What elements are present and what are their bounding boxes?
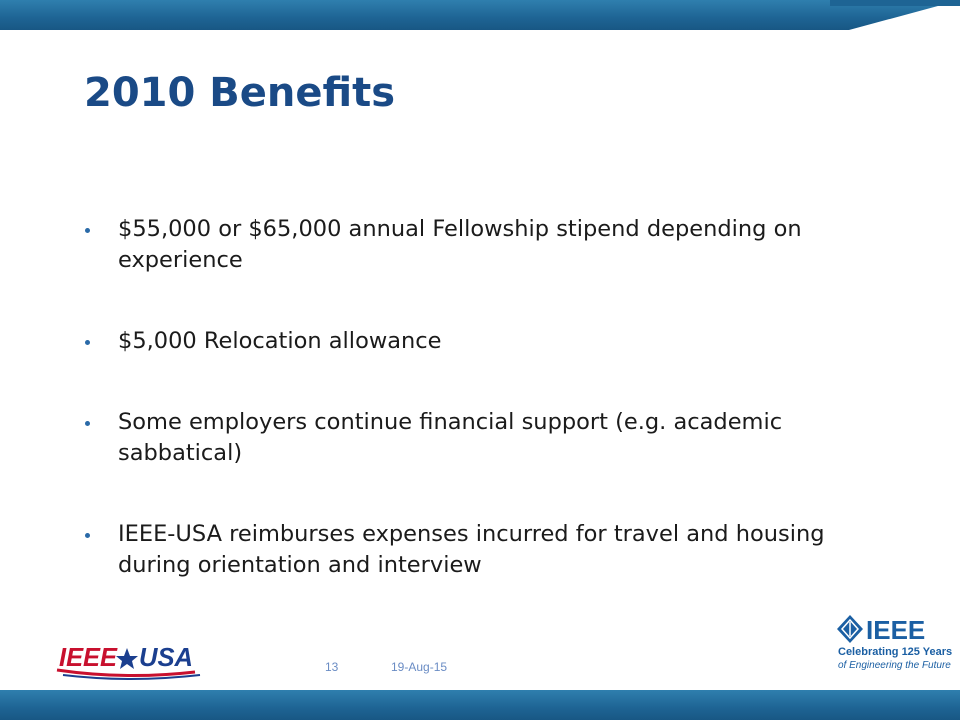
bullet-list (85, 214, 865, 581)
top-banner (0, 0, 960, 30)
ieee-wordmark: IEEE (866, 615, 926, 645)
bullet-item: Some employers continue financial support (e.g. academic sabbatical) (85, 407, 865, 469)
bullet-item: $5,000 Relocation allowance (85, 326, 865, 357)
slide-date: 19-Aug-15 (391, 660, 448, 674)
ieee-tagline-sub: of Engineering the Future (838, 660, 951, 671)
ieee-tagline: Celebrating 125 Years (838, 646, 953, 658)
svg-text:USA: USA (139, 642, 193, 672)
ieee-usa-logo-graphic (55, 634, 205, 680)
ieee-usa-logo (55, 634, 205, 680)
ieee-diamond-icon (836, 614, 864, 644)
slide-title: 2010 Benefits (84, 70, 396, 116)
top-banner-edge (830, 0, 960, 6)
bullet-item: IEEE-USA reimburses expenses incurred for travel and housing during orientation and interview (85, 519, 865, 581)
svg-text:IEEE: IEEE (59, 642, 118, 672)
ieee-logo (836, 614, 953, 676)
page-number: 13 (325, 660, 339, 674)
bullet-item: $55,000 or $65,000 annual Fellowship stipend depending on experience (85, 214, 865, 276)
bottom-banner (0, 690, 960, 720)
